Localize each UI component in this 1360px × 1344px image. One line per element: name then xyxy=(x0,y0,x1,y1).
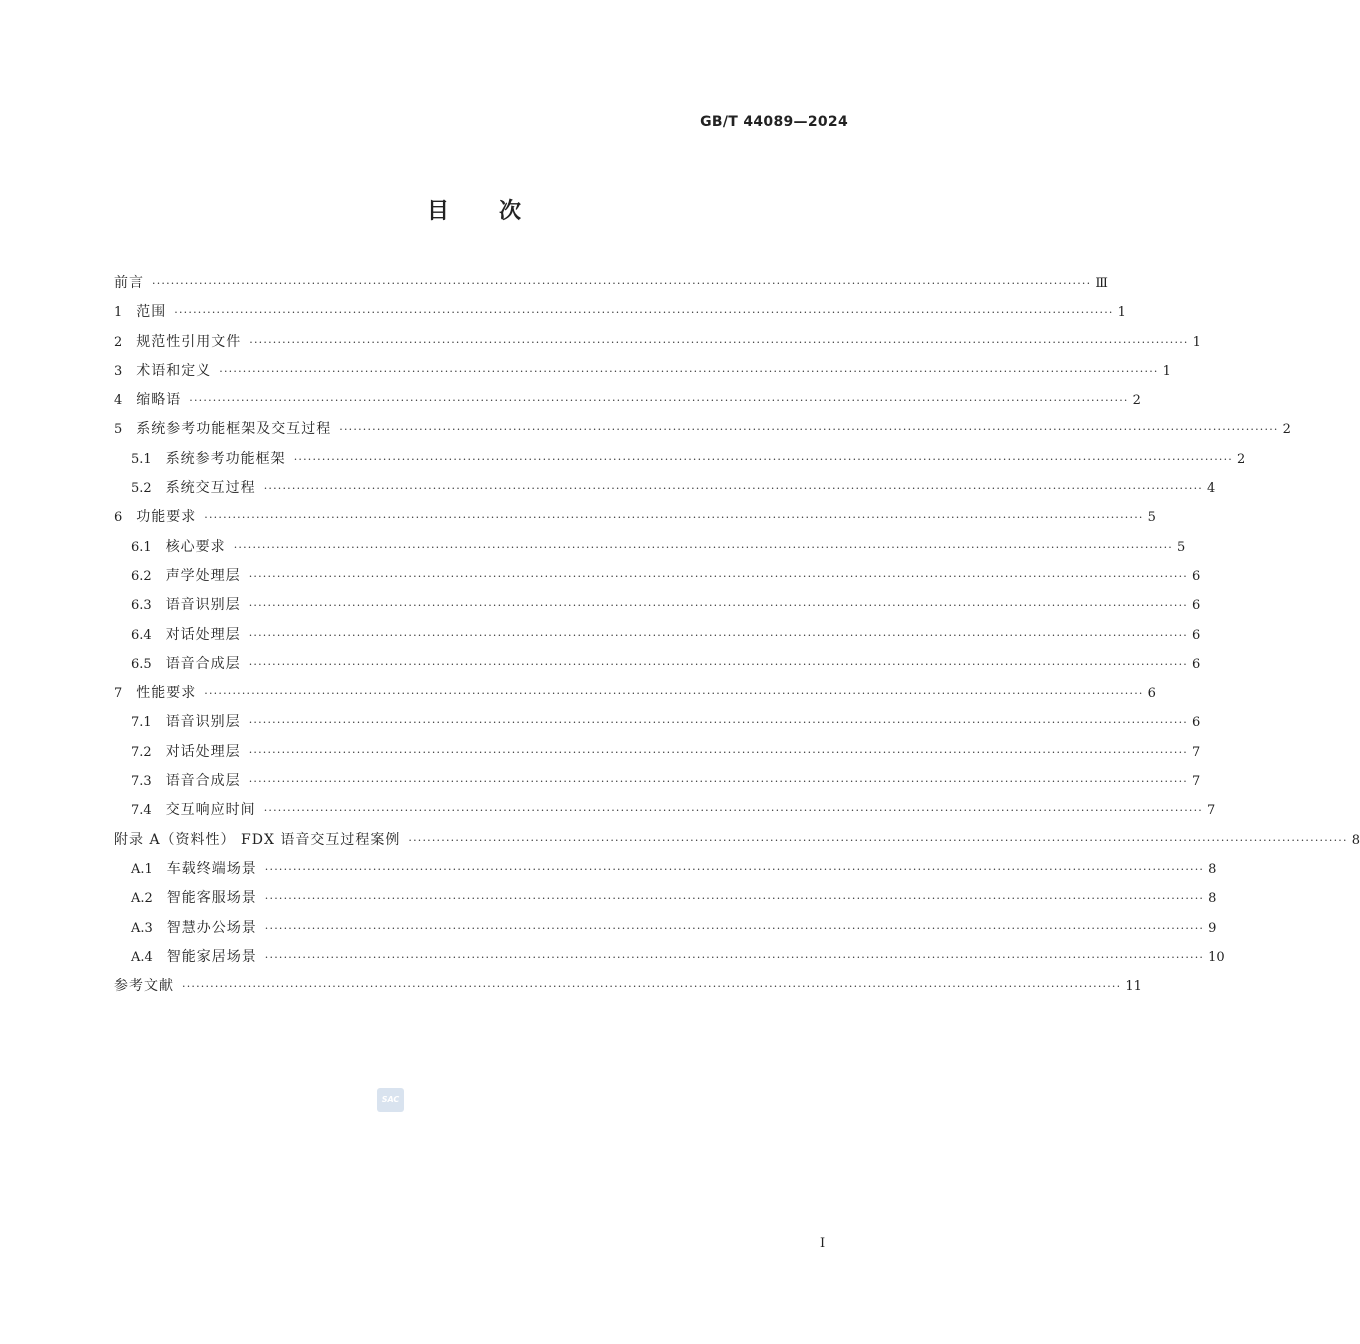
toc-entry-page: 10 xyxy=(1208,949,1225,965)
toc-entry-number: 7 xyxy=(114,686,123,702)
toc-entry-number: 7.3 xyxy=(131,774,152,790)
title-char-2: 次 xyxy=(499,199,524,224)
toc-entry-number: 7.1 xyxy=(131,715,152,731)
standard-code: GB/T 44089—2024 xyxy=(700,114,848,130)
dot-leader: ········································································································································································································ xyxy=(263,482,1204,496)
dot-leader: ········································································································································································································ xyxy=(204,687,1144,701)
toc-entry[interactable] xyxy=(114,914,1217,943)
toc-entry-page: 6 xyxy=(1192,568,1201,584)
toc-entry-label: 功能要求 xyxy=(136,509,197,526)
dot-leader: ········································································································································································································ xyxy=(408,833,1348,847)
toc-entry[interactable] xyxy=(114,738,1201,767)
toc-entry[interactable] xyxy=(114,474,1216,503)
dot-leader: ········································································································································································································ xyxy=(293,452,1234,466)
toc-entry-label: 智慧办公场景 xyxy=(166,919,257,936)
dot-leader: ········································································································································································································ xyxy=(249,335,1189,349)
toc-entry[interactable] xyxy=(114,796,1216,825)
toc-entry-label: 语音识别层 xyxy=(165,597,241,614)
page-number: Ⅰ xyxy=(820,1236,826,1251)
toc-entry[interactable] xyxy=(114,767,1201,796)
toc-entry[interactable] xyxy=(114,943,1225,972)
dot-leader: ········································································································································································································ xyxy=(263,804,1204,818)
toc-entry-label: 核心要求 xyxy=(165,538,226,555)
toc-entry-label: 语音合成层 xyxy=(165,773,241,790)
toc-entry-label: 语音识别层 xyxy=(165,714,241,731)
page-title xyxy=(0,194,950,225)
dot-leader: ········································································································································································································ xyxy=(264,921,1205,935)
toc-entry-page: 5 xyxy=(1147,510,1156,526)
dot-leader: ········································································································································································································ xyxy=(174,306,1114,320)
title-char-1: 目 xyxy=(426,199,451,224)
toc-entry-page: 1 xyxy=(1162,363,1171,379)
toc-entry-label: 智能客服场景 xyxy=(166,890,257,907)
toc-entry-label: 车载终端场景 xyxy=(166,860,257,877)
toc-entry[interactable] xyxy=(114,503,1156,532)
toc-entry-page: 2 xyxy=(1237,451,1246,467)
toc-entry-label: 智能家居场景 xyxy=(166,948,257,965)
toc-entry-label: 附录 A（资料性） FDX 语音交互过程案例 xyxy=(114,831,401,848)
toc-entry-label: 参考文献 xyxy=(114,978,174,995)
dot-leader: ········································································································································································································ xyxy=(204,511,1144,525)
toc-entry-label: 声学处理层 xyxy=(165,567,241,584)
toc-entry-page: Ⅲ xyxy=(1095,276,1108,291)
toc-entry-page: 5 xyxy=(1177,539,1186,555)
toc-entry-number: 4 xyxy=(114,393,123,409)
toc-entry-page: 7 xyxy=(1207,803,1216,819)
toc-entry-label: 性能要求 xyxy=(136,685,197,702)
toc-entry-page: 11 xyxy=(1125,979,1142,995)
toc-entry-number: 6 xyxy=(114,510,123,526)
toc-entry-page: 6 xyxy=(1192,656,1201,672)
toc-entry-number: 1 xyxy=(114,305,123,321)
dot-leader: ········································································································································································································ xyxy=(339,423,1279,437)
toc-entry-number: 6.3 xyxy=(131,598,152,614)
table-of-contents xyxy=(114,269,1360,1001)
toc-entry-page: 4 xyxy=(1207,481,1216,497)
toc-entry-label: 对话处理层 xyxy=(165,743,241,760)
toc-entry-page: 2 xyxy=(1282,422,1291,438)
toc-entry[interactable] xyxy=(114,298,1126,327)
toc-entry[interactable] xyxy=(114,591,1201,620)
dot-leader: ········································································································································································································ xyxy=(189,394,1129,408)
toc-entry-page: 8 xyxy=(1351,832,1360,848)
toc-entry[interactable] xyxy=(114,708,1201,737)
dot-leader: ········································································································································································································ xyxy=(264,950,1205,964)
toc-entry-number: 6.1 xyxy=(131,539,152,555)
toc-entry[interactable] xyxy=(114,855,1217,884)
toc-entry-page: 6 xyxy=(1192,715,1201,731)
toc-entry-number: 7.4 xyxy=(131,803,152,819)
sac-watermark-logo: SAC xyxy=(377,1088,404,1112)
toc-entry[interactable] xyxy=(114,415,1291,444)
toc-entry-page: 8 xyxy=(1208,891,1217,907)
dot-leader: ········································································································································································································ xyxy=(182,980,1122,994)
toc-entry-number: 6.2 xyxy=(131,568,152,584)
dot-leader: ········································································································································································································ xyxy=(248,599,1189,613)
toc-entry-label: 对话处理层 xyxy=(165,626,241,643)
toc-entry[interactable] xyxy=(114,386,1141,415)
toc-entry-number: 2 xyxy=(114,334,123,350)
toc-entry[interactable] xyxy=(114,269,1108,298)
toc-entry-page: 2 xyxy=(1132,393,1141,409)
toc-entry[interactable] xyxy=(114,621,1201,650)
dot-leader: ········································································································································································································ xyxy=(264,892,1205,906)
toc-entry[interactable] xyxy=(114,679,1156,708)
dot-leader: ········································································································································································································ xyxy=(152,277,1092,290)
toc-entry-number: 5.1 xyxy=(131,451,152,467)
toc-entry-label: 前言 xyxy=(114,275,144,291)
dot-leader: ········································································································································································································ xyxy=(248,775,1189,789)
toc-entry[interactable] xyxy=(114,884,1217,913)
toc-entry-label: 范围 xyxy=(136,304,167,321)
dot-leader: ········································································································································································································ xyxy=(233,540,1174,554)
toc-entry[interactable] xyxy=(114,972,1142,1001)
toc-entry-page: 7 xyxy=(1192,744,1201,760)
toc-entry-page: 6 xyxy=(1192,598,1201,614)
toc-entry-number: A.2 xyxy=(131,891,153,907)
toc-entry-page: 8 xyxy=(1208,861,1217,877)
toc-entry-label: 缩略语 xyxy=(136,392,182,409)
toc-entry[interactable] xyxy=(114,826,1360,855)
dot-leader: ········································································································································································································ xyxy=(248,569,1189,583)
toc-entry-number: 5 xyxy=(114,422,123,438)
toc-entry[interactable] xyxy=(114,533,1186,562)
toc-entry-number: A.4 xyxy=(131,949,153,965)
toc-entry[interactable] xyxy=(114,328,1201,357)
toc-entry-number: 6.5 xyxy=(131,656,152,672)
toc-entry[interactable] xyxy=(114,445,1246,474)
dot-leader: ········································································································································································································ xyxy=(248,657,1189,671)
toc-entry-label: 系统参考功能框架及交互过程 xyxy=(136,421,332,438)
toc-entry-label: 规范性引用文件 xyxy=(136,333,242,350)
toc-entry-number: 7.2 xyxy=(131,744,152,760)
toc-entry[interactable] xyxy=(114,357,1171,386)
toc-entry-label: 术语和定义 xyxy=(136,362,212,379)
toc-entry-page: 1 xyxy=(1192,334,1201,350)
toc-entry-number: 5.2 xyxy=(131,481,152,497)
toc-entry-page: 9 xyxy=(1208,920,1217,936)
dot-leader: ········································································································································································································ xyxy=(248,716,1189,730)
toc-entry-number: A.3 xyxy=(131,920,153,936)
dot-leader: ········································································································································································································ xyxy=(219,364,1159,378)
dot-leader: ········································································································································································································ xyxy=(248,628,1189,642)
toc-entry-label: 系统参考功能框架 xyxy=(165,450,286,467)
toc-entry-page: 1 xyxy=(1117,305,1126,321)
toc-entry-label: 系统交互过程 xyxy=(165,480,256,497)
dot-leader: ········································································································································································································ xyxy=(248,745,1189,759)
toc-entry-label: 交互响应时间 xyxy=(165,802,256,819)
dot-leader: ········································································································································································································ xyxy=(264,862,1205,876)
toc-entry-page: 6 xyxy=(1192,627,1201,643)
toc-entry-number: 6.4 xyxy=(131,627,152,643)
toc-entry[interactable] xyxy=(114,650,1201,679)
toc-entry[interactable] xyxy=(114,562,1201,591)
toc-entry-number: A.1 xyxy=(131,861,153,877)
toc-entry-number: 3 xyxy=(114,363,123,379)
toc-entry-label: 语音合成层 xyxy=(165,655,241,672)
toc-entry-page: 7 xyxy=(1192,774,1201,790)
toc-entry-page: 6 xyxy=(1147,686,1156,702)
